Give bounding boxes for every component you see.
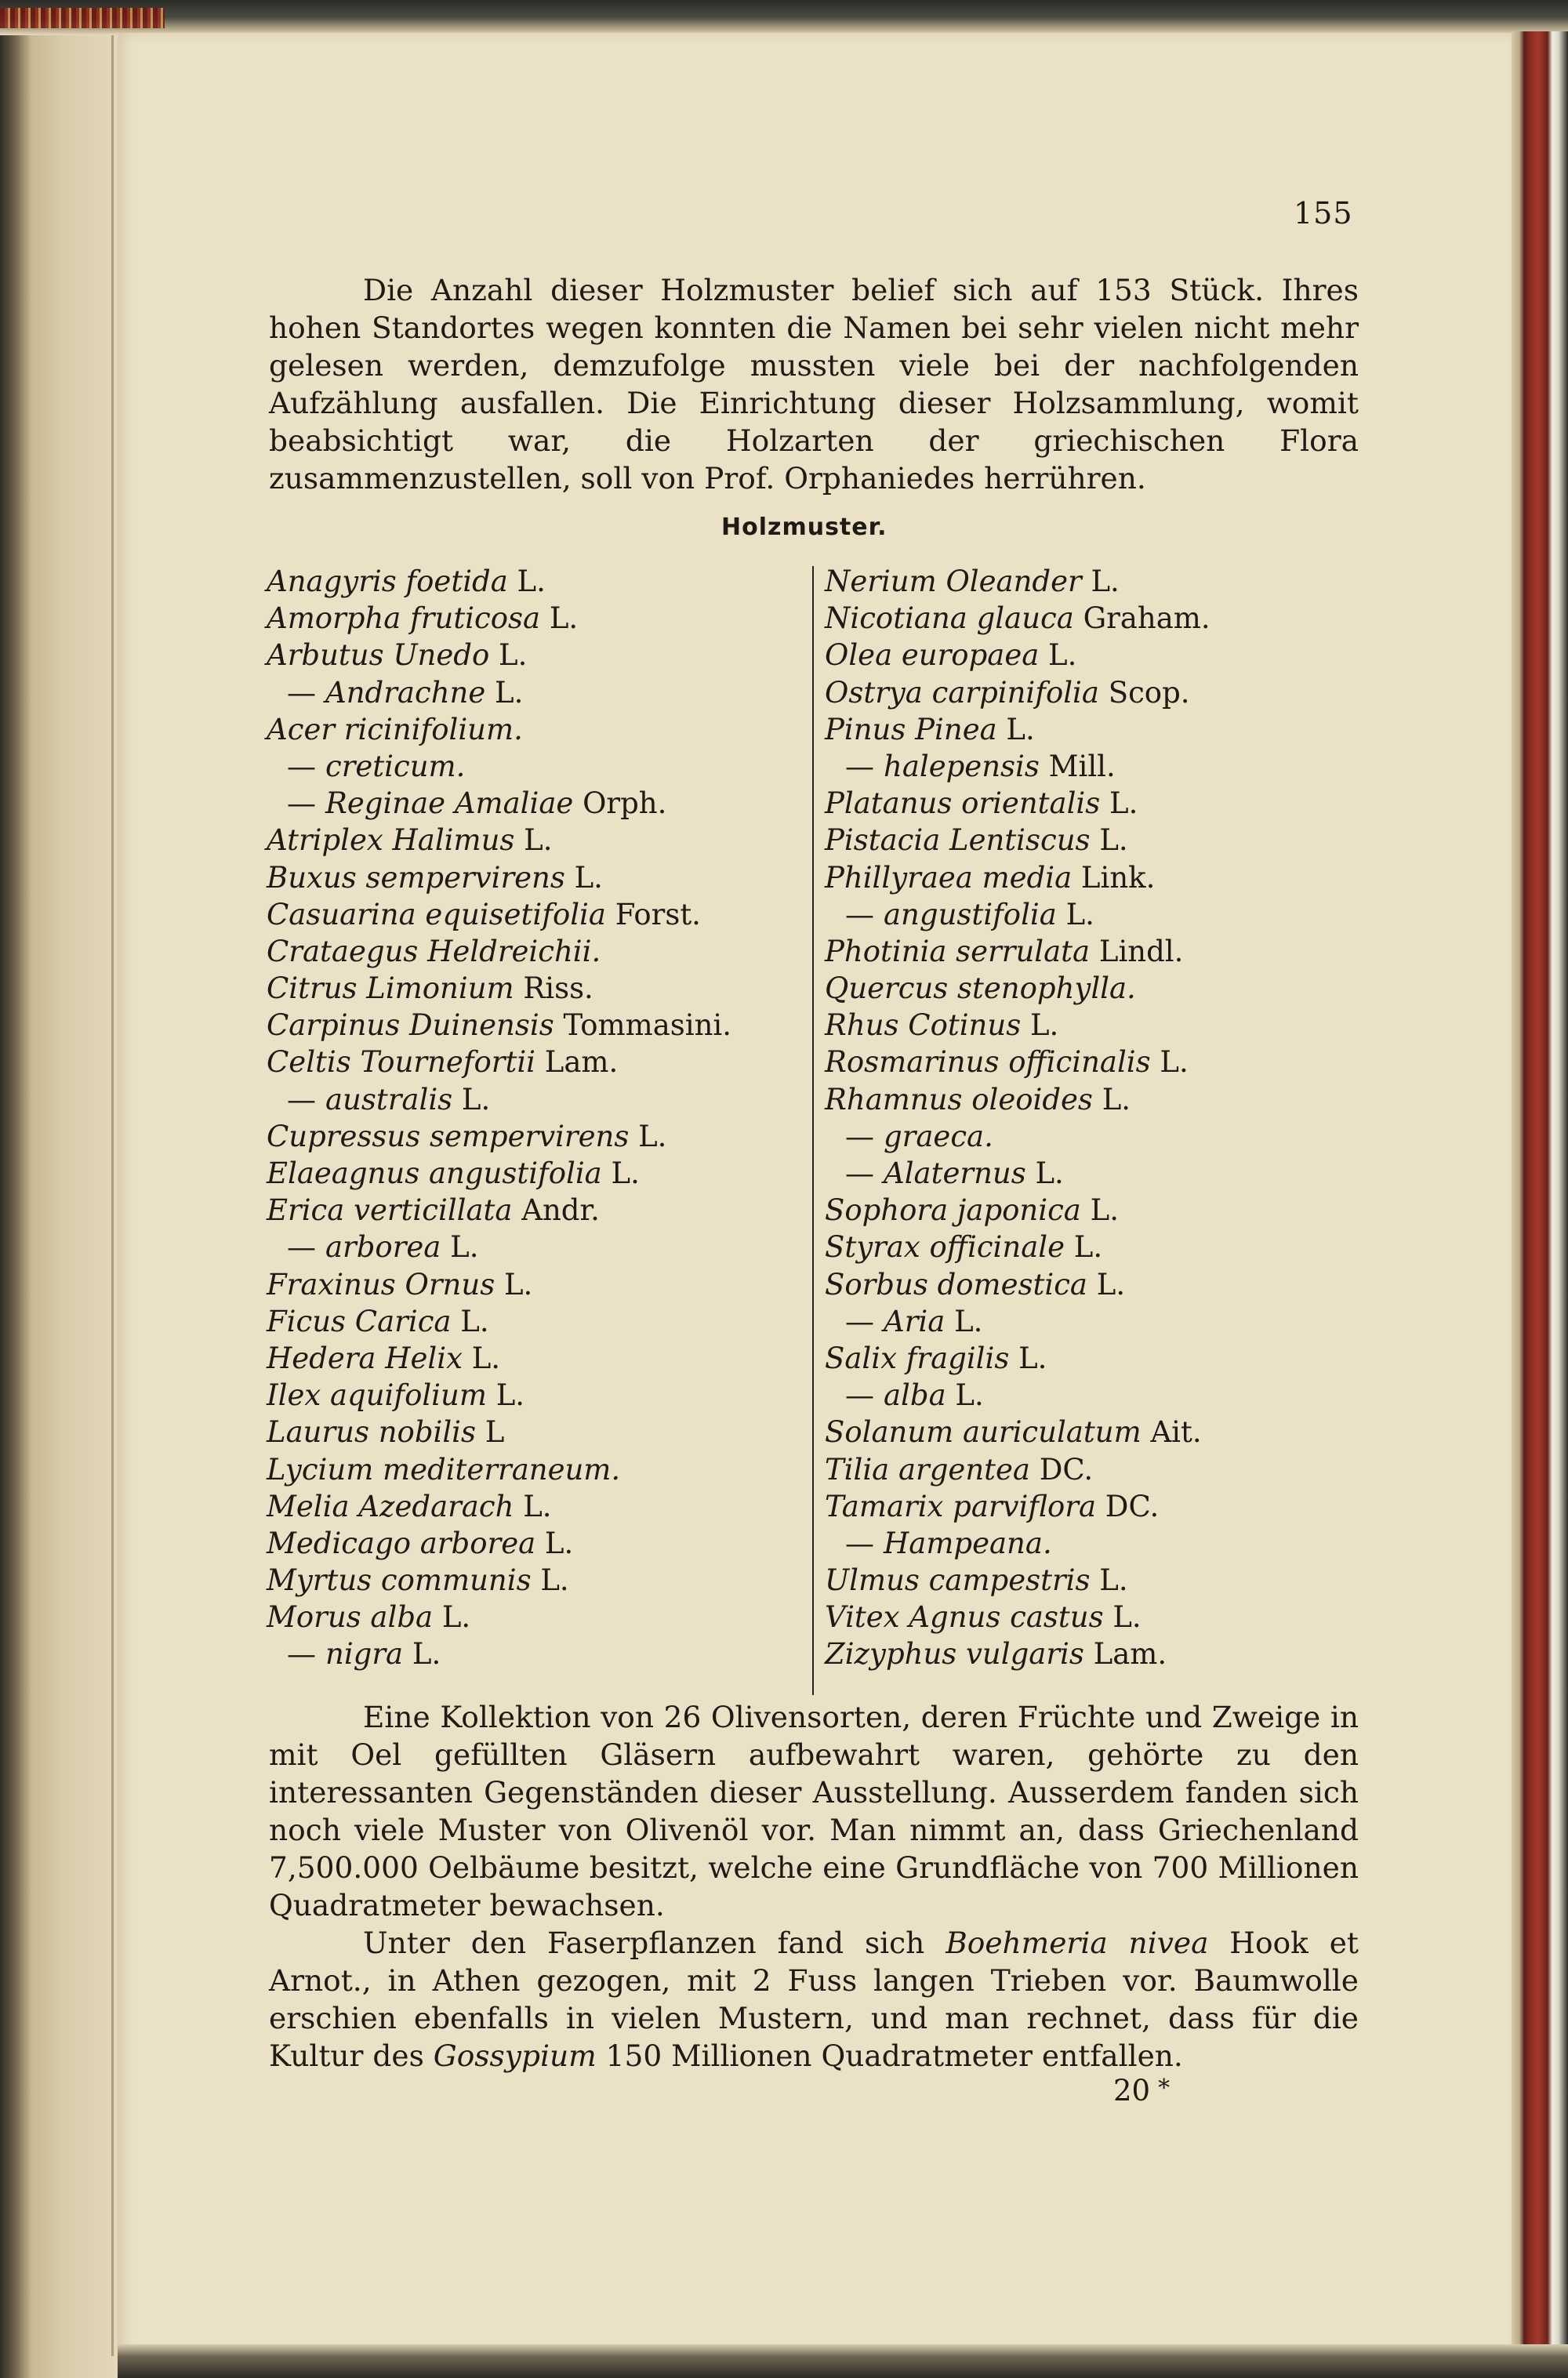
species-author: L.: [1109, 786, 1138, 821]
species-name: nigra: [325, 1637, 404, 1672]
species-name: Rhus Cotinus: [825, 1008, 1022, 1043]
species-author: L.: [611, 1156, 640, 1190]
species-name: Solanum auriculatum: [825, 1415, 1142, 1450]
species-entry: [825, 1303, 1374, 1340]
ditto-dash: —: [287, 1230, 316, 1265]
species-name: arborea: [325, 1230, 441, 1265]
species-name: Styrax officinale: [825, 1230, 1065, 1265]
species-author: L.: [1096, 1267, 1126, 1302]
species-author: L.: [1018, 1341, 1047, 1375]
species-entry: [825, 1229, 1374, 1265]
species-author: L.: [523, 1489, 552, 1523]
species-entry: [825, 1599, 1374, 1636]
species-author: L.: [955, 1378, 984, 1413]
species-author: Andr.: [521, 1193, 600, 1228]
species-name: Sophora japonica: [825, 1193, 1081, 1228]
ditto-dash: —: [845, 749, 874, 783]
species-entry: [825, 1155, 1374, 1192]
ditto-dash: —: [287, 675, 316, 710]
species-name: Cupressus sempervirens: [267, 1119, 630, 1153]
species-author: L: [485, 1415, 505, 1450]
species-author: L.: [495, 675, 524, 710]
species-entry: [267, 1377, 800, 1414]
signature-number: 20: [1113, 2074, 1151, 2108]
scan-bottom-edge: [118, 2344, 1568, 2378]
species-author: L.: [1091, 565, 1120, 598]
species-name: Citrus Limonium: [267, 971, 514, 1006]
species-name: Alaternus: [884, 1156, 1026, 1190]
species-entry: [825, 933, 1374, 970]
species-entry: [267, 1525, 800, 1562]
species-author: L.: [638, 1119, 667, 1153]
species-author: L.: [524, 823, 553, 858]
species-name: Carpinus Duinensis: [267, 1008, 554, 1043]
species-entry: [825, 1414, 1374, 1450]
species-entry: [825, 1266, 1374, 1303]
species-name: Fraxinus Ornus: [267, 1267, 495, 1302]
species-entry: [825, 1007, 1374, 1044]
species-name: Arbutus Unedo: [267, 638, 490, 673]
species-name: Pistacia Lentiscus: [825, 823, 1091, 858]
species-entry: [825, 1636, 1374, 1672]
species-name: Ilex aquifolium: [267, 1378, 487, 1413]
species-name: Morus alba: [267, 1600, 434, 1635]
species-author: L.: [1029, 1008, 1059, 1043]
species-entry: [825, 563, 1374, 600]
species-name: Aria: [884, 1304, 946, 1338]
species-entry: [267, 1488, 800, 1525]
species-name: Amorpha fruticosa: [267, 601, 541, 636]
species-entry: [825, 1340, 1374, 1377]
species-name: alba: [884, 1378, 946, 1413]
species-author: L.: [471, 1341, 501, 1375]
species-entry: [825, 1488, 1374, 1525]
fiber-paragraph: [269, 1924, 1359, 2075]
species-entry: [825, 1118, 1374, 1155]
ditto-dash: —: [287, 786, 316, 821]
species-name: halepensis: [884, 749, 1040, 783]
species-entry: [267, 1599, 800, 1636]
page-edge-cover: [1512, 31, 1568, 2378]
species-name: graeca.: [884, 1119, 993, 1153]
species-author: DC.: [1039, 1452, 1094, 1487]
species-entry: [267, 896, 800, 933]
ditto-dash: —: [845, 1156, 874, 1190]
species-entry: [825, 859, 1374, 896]
species-author: Lindl.: [1098, 934, 1184, 968]
species-author: L.: [1065, 897, 1094, 931]
olive-paragraph: Eine Kollektion von 26 Olivensorten, deren Früchte und Zweige in mit Oel gefüllten Gläsern aufbewahrt waren, gehörte zu den interessanten Gegenständen dieser Ausstellung. Ausserdem fanden sich noch viele Muster von Olivenöl vor. Man nimmt an, dass Griechenland 7,500.000 Oelbäume besitzt, welche eine Grundfläche von 700 Millionen Quadratmeter bewachsen.: [269, 1700, 1359, 1922]
species-author: L.: [499, 638, 528, 673]
ditto-dash: —: [845, 1378, 874, 1413]
species-author: L.: [1102, 1082, 1131, 1116]
species-author: L.: [460, 1304, 489, 1338]
page-number: 155: [1294, 196, 1353, 231]
species-author: Forst.: [615, 897, 701, 931]
species-entry: [267, 711, 800, 748]
species-entry: [825, 1562, 1374, 1599]
species-entry: [267, 1414, 800, 1450]
species-author: L.: [1035, 1156, 1064, 1190]
printer-signature: [1113, 2074, 1170, 2108]
species-name: Ostrya carpinifolia: [825, 675, 1099, 710]
species-name: Casuarina equisetifolia: [267, 897, 606, 931]
species-author: L.: [540, 1563, 569, 1598]
species-entry: [267, 748, 800, 785]
species-name: Salix fragilis: [825, 1341, 1010, 1375]
species-entry: [267, 859, 800, 896]
species-author: Scop.: [1108, 675, 1190, 710]
species-entry: [267, 970, 800, 1007]
species-author: L.: [517, 565, 546, 598]
ditto-dash: —: [287, 1082, 316, 1116]
species-entry: [267, 1636, 800, 1672]
species-entry: [267, 1451, 800, 1488]
species-column-left: [267, 563, 800, 1673]
species-author: Riss.: [523, 971, 593, 1006]
species-author: L.: [954, 1304, 983, 1338]
species-entry: [825, 1192, 1374, 1229]
species-entry: [825, 785, 1374, 822]
species-author: L.: [549, 601, 579, 636]
species-author: L.: [574, 860, 603, 895]
species-entry: [267, 785, 800, 822]
spine-fold-line: [111, 35, 114, 2356]
species-entry: [825, 637, 1374, 673]
column-divider: [812, 566, 814, 1695]
species-author: L.: [1160, 1045, 1189, 1080]
species-name: Acer ricinifolium.: [267, 712, 523, 746]
species-entry: [267, 1007, 800, 1044]
species-entry: [825, 1044, 1374, 1080]
species-entry: [267, 1266, 800, 1303]
species-author: Lam.: [544, 1045, 619, 1080]
fiber-text-1: Unter den Faserpflanzen fand sich: [363, 1926, 946, 1960]
species-entry: [267, 1081, 800, 1118]
species-name: Quercus stenophylla.: [825, 971, 1136, 1006]
species-entry: [267, 1044, 800, 1080]
species-name: angustifolia: [884, 897, 1057, 931]
species-author: L.: [461, 1082, 491, 1116]
fiber-species-gossypium: Gossypium: [433, 2039, 597, 2073]
species-entry: [267, 1155, 800, 1192]
species-author: Mill.: [1048, 749, 1116, 783]
species-name: australis: [325, 1082, 453, 1116]
species-author: Tommasini.: [563, 1008, 732, 1043]
species-entry: [825, 896, 1374, 933]
scan-binding-edge: [0, 0, 129, 2378]
species-entry: [825, 970, 1374, 1007]
species-author: L.: [495, 1378, 525, 1413]
species-name: Tamarix parviflora: [825, 1489, 1097, 1523]
species-name: Rosmarinus officinalis: [825, 1045, 1151, 1080]
species-entry: [825, 748, 1374, 785]
species-author: Lam.: [1093, 1637, 1167, 1672]
species-entry: [267, 1303, 800, 1340]
species-name: Photinia serrulata: [825, 934, 1091, 968]
species-name: creticum.: [325, 749, 466, 783]
species-entry: [267, 637, 800, 673]
species-name: Celtis Tournefortii: [267, 1045, 536, 1080]
species-author: L.: [1048, 638, 1077, 673]
species-entry: [267, 822, 800, 859]
species-name: Reginae Amaliae: [325, 786, 574, 821]
fiber-species-boehmeria: Boehmeria nivea: [946, 1926, 1209, 1960]
species-entry: [825, 711, 1374, 748]
species-name: Anagyris foetida: [267, 565, 508, 598]
table-heading: Holzmuster.: [721, 514, 887, 541]
species-name: Melia Azedarach: [267, 1489, 514, 1523]
species-entry: [825, 1377, 1374, 1414]
species-entry: [825, 1081, 1374, 1118]
species-author: Ait.: [1150, 1415, 1202, 1450]
species-name: Laurus nobilis: [267, 1415, 477, 1450]
species-name: Tilia argentea: [825, 1452, 1030, 1487]
species-author: L.: [1090, 1193, 1119, 1228]
species-entry: [267, 1340, 800, 1377]
book-spine-label: [0, 8, 165, 28]
species-author: L.: [450, 1230, 479, 1265]
species-name: Rhamnus oleoides: [825, 1082, 1093, 1116]
species-entry: [267, 1118, 800, 1155]
species-name: Vitex Agnus castus: [825, 1600, 1104, 1635]
ditto-dash: —: [287, 1637, 316, 1672]
species-name: Myrtus communis: [267, 1563, 532, 1598]
species-name: Crataegus Heldreichii.: [267, 934, 601, 968]
signature-mark: *: [1158, 2075, 1171, 2102]
species-name: Lycium mediterraneum.: [267, 1452, 621, 1487]
species-author: L.: [412, 1637, 441, 1672]
species-column-right: [825, 563, 1374, 1673]
species-entry: [825, 674, 1374, 711]
species-name: Ficus Carica: [267, 1304, 452, 1338]
species-entry: [267, 933, 800, 970]
species-author: L.: [1006, 712, 1035, 746]
species-name: Ulmus campestris: [825, 1563, 1091, 1598]
species-name: Medicago arborea: [267, 1526, 536, 1560]
species-author: L.: [1099, 823, 1128, 858]
species-name: Nicotiana glauca: [825, 601, 1074, 636]
species-name: Atriplex Halimus: [267, 823, 515, 858]
species-author: L.: [544, 1526, 574, 1560]
species-entry: [825, 1525, 1374, 1562]
species-name: Hampeana.: [884, 1526, 1052, 1560]
species-author: DC.: [1105, 1489, 1160, 1523]
species-name: Zizyphus vulgaris: [825, 1637, 1084, 1672]
species-author: L.: [441, 1600, 471, 1635]
species-name: Hedera Helix: [267, 1341, 463, 1375]
species-name: Olea europaea: [825, 638, 1040, 673]
ditto-dash: —: [845, 1526, 874, 1560]
intro-paragraph: Die Anzahl dieser Holzmuster belief sich auf 153 Stück. Ihres hohen Standortes wegen konnten die Namen bei sehr vielen nicht mehr gelesen werden, demzufolge mussten viele bei der nachfolgenden Aufzählung ausfallen. Die Einrichtung dieser Holzsammlung, womit beabsichtigt war, die Holzarten der griechischen Flora zusammenzustellen, soll von Prof. Orphaniedes herrühren.: [269, 273, 1359, 496]
species-name: Erica verticillata: [267, 1193, 513, 1228]
species-entry: [267, 1562, 800, 1599]
species-entry: [825, 822, 1374, 859]
ditto-dash: —: [845, 897, 874, 931]
species-name: Platanus orientalis: [825, 786, 1101, 821]
ditto-dash: —: [845, 1119, 874, 1153]
species-author: Orph.: [583, 786, 667, 821]
species-entry: [825, 600, 1374, 637]
species-entry: [825, 1451, 1374, 1488]
species-name: Phillyraea media: [825, 860, 1073, 895]
species-name: Buxus sempervirens: [267, 860, 565, 895]
species-name: Sorbus domestica: [825, 1267, 1087, 1302]
species-name: Andrachne: [325, 675, 486, 710]
species-author: L.: [1112, 1600, 1142, 1635]
species-author: L.: [1099, 1563, 1128, 1598]
species-entry: [267, 674, 800, 711]
ditto-dash: —: [287, 749, 316, 783]
ditto-dash: —: [845, 1304, 874, 1338]
species-author: L.: [503, 1267, 533, 1302]
species-entry: [267, 563, 800, 600]
fiber-text-3: 150 Millionen Quadratmeter entfallen.: [596, 2039, 1183, 2073]
scan-top-edge: [0, 0, 1568, 35]
species-author: Graham.: [1083, 601, 1210, 636]
species-entry: [267, 1229, 800, 1265]
species-name: Pinus Pinea: [825, 712, 997, 746]
species-entry: [267, 600, 800, 637]
species-name: Nerium Oleander: [825, 565, 1082, 598]
species-name: Elaeagnus angustifolia: [267, 1156, 602, 1190]
species-author: L.: [1073, 1230, 1103, 1265]
fiber-text-2: Hook et Arnot., in Athen gezogen, mit 2 Fuss langen Trieben vor. Baumwolle erschien ebenfalls in vielen Mustern, und man rechnet, dass für die Kultur des: [269, 1926, 1359, 2073]
species-author: Link.: [1080, 860, 1156, 895]
species-entry: [267, 1192, 800, 1229]
